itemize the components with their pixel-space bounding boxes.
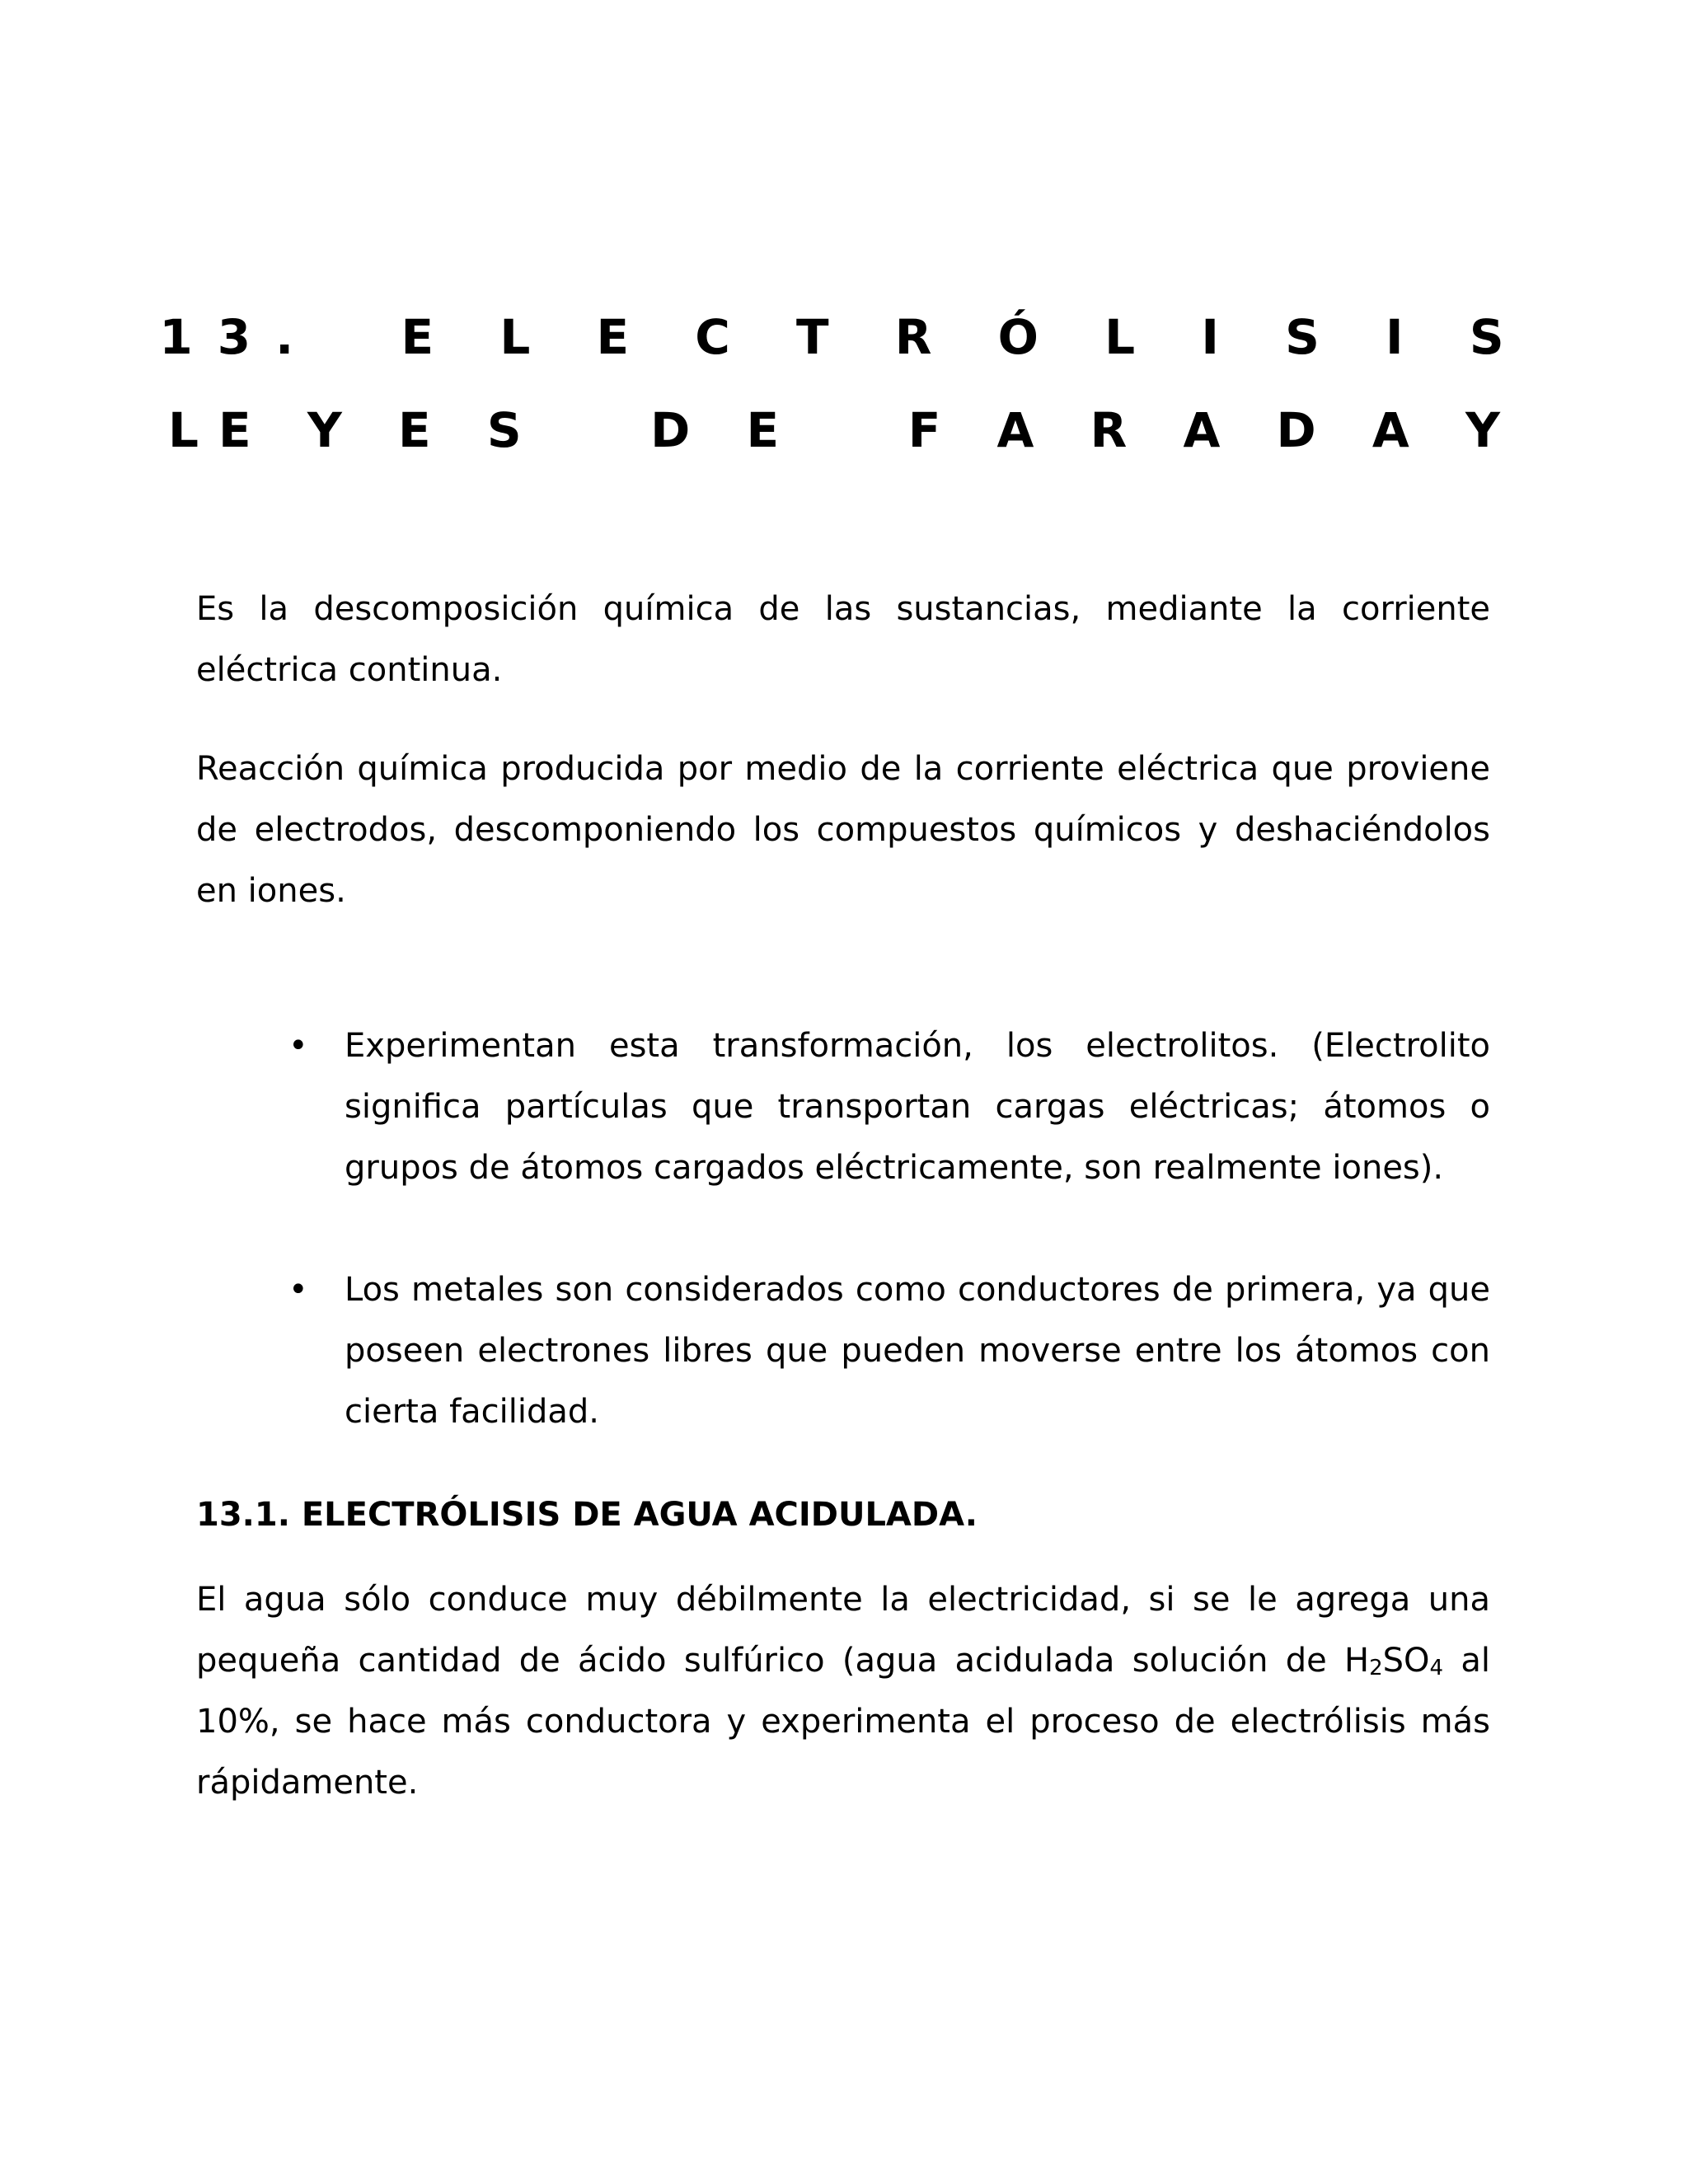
bullet-metals: Los metales son considerados como conductores de primera, ya que poseen electrones libres que pueden moverse entre los átomos con cierta facilidad. — [345, 1271, 1490, 1431]
subscript-4: 4 — [1429, 1656, 1444, 1680]
bullet-electrolytes: Experimentan esta transformación, los electrolitos. (Electrolito significa partículas que transportan cargas eléctricas; átomos o grupos de átomos cargados eléctricamente, son realmente iones). — [345, 1027, 1490, 1187]
paragraph-text-part: El agua sólo conduce muy débilmente la electricidad, si se le agrega una pequeña cantidad de ácido sulfúrico (agua acidulada solución de H — [196, 1581, 1490, 1680]
paragraph-text-part: SO — [1382, 1642, 1430, 1680]
section-heading: 13.1. ELECTRÓLISIS DE AGUA ACIDULADA. — [196, 1496, 978, 1534]
paragraph-text-part: al 10%, se hace más conductora y experimenta el proceso de electrólisis más rápidamente. — [196, 1642, 1490, 1802]
chapter-title: 13. E L E C T R Ó L I S I S — [159, 309, 1529, 365]
acidulated-water-paragraph — [196, 1569, 1490, 1813]
bullet-marker: • — [288, 1027, 308, 1065]
definition-paragraph: Es la descomposición química de las sustancias, mediante la corriente eléctrica continua. — [196, 590, 1490, 689]
reaction-paragraph: Reacción química producida por medio de la corriente eléctrica que proviene de electrodos, descomponiendo los compuestos químicos y deshaciéndolos en iones. — [196, 750, 1490, 910]
subscript-2: 2 — [1369, 1656, 1383, 1680]
chapter-subtitle: LE Y E S D E F A R A D A Y — [168, 402, 1520, 458]
bullet-marker: • — [288, 1271, 308, 1309]
